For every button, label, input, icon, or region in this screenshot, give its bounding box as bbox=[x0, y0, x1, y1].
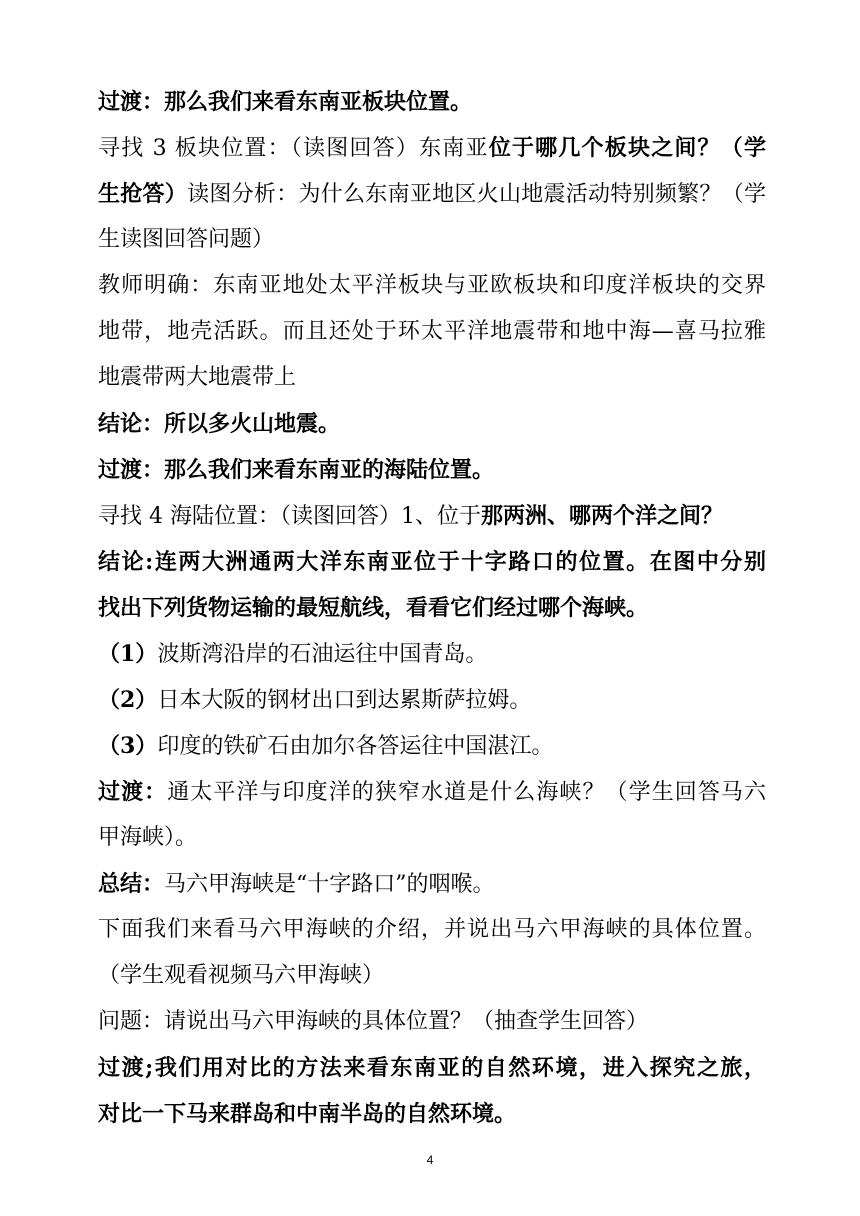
text-segment: 寻找 4 海陆位置：（读图回答）1、位于 bbox=[98, 504, 481, 529]
text-line bbox=[98, 956, 766, 1002]
text-line bbox=[98, 220, 766, 266]
text-segment: 地带，地壳活跃。而且还处于环太平洋地震带和地中海—喜马拉雅 bbox=[98, 319, 766, 344]
text-segment: 地震带两大地震带上 bbox=[98, 365, 297, 390]
text-line bbox=[98, 312, 766, 358]
text-line bbox=[98, 864, 766, 910]
text-segment: 过渡：那么我们来看东南亚的海陆位置。 bbox=[98, 457, 495, 483]
text-segment: 波斯湾沿岸的石油运往中国青岛。 bbox=[157, 642, 488, 667]
text-segment: 教师明确：东南亚地处太平洋板块与亚欧板块和印度洋板块的交界 bbox=[98, 273, 766, 298]
text-line bbox=[98, 726, 766, 772]
document-body bbox=[98, 82, 766, 1140]
text-segment: 印度的铁矿石由加尔各答运往中国湛江。 bbox=[157, 734, 554, 759]
text-segment: 问题：请说出马六甲海峡的具体位置？（抽查学生回答） bbox=[98, 1009, 649, 1034]
text-segment: 位于哪几个板块之间？（学 bbox=[488, 135, 766, 161]
text-segment: 日本大阪的钢材出口到达累斯萨拉姆。 bbox=[157, 688, 532, 713]
text-line bbox=[98, 910, 766, 956]
text-line bbox=[98, 82, 766, 128]
text-segment: （3） bbox=[98, 733, 158, 759]
text-segment: （学生观看视频马六甲海峡） bbox=[98, 963, 385, 988]
text-segment: 马六甲海峡是“十字路口”的咽喉。 bbox=[164, 872, 495, 897]
text-line bbox=[98, 496, 766, 542]
text-segment: 过渡： bbox=[98, 779, 168, 805]
text-segment: 总结： bbox=[98, 871, 165, 897]
text-line bbox=[98, 680, 766, 726]
text-line bbox=[98, 634, 766, 680]
text-line bbox=[98, 174, 766, 220]
text-segment: 结论:连两大洲通两大洋东南亚位于十字路口的位置。在图中分别 bbox=[98, 549, 766, 575]
text-segment: 寻找 3 板块位置：（读图回答）东南亚 bbox=[98, 136, 489, 161]
text-line bbox=[98, 266, 766, 312]
text-segment: 那两洲、哪两个洋之间？ bbox=[480, 503, 723, 529]
text-segment: 通太平洋与印度洋的狭窄水道是什么海峡？（学生回答马六 bbox=[167, 780, 766, 805]
text-segment: 找出下列货物运输的最短航线，看看它们经过哪个海峡。 bbox=[98, 595, 649, 621]
text-line bbox=[98, 542, 766, 588]
text-line bbox=[98, 404, 766, 450]
page-number: 4 bbox=[426, 1153, 434, 1167]
text-segment: 生读图回答问题） bbox=[98, 227, 275, 252]
text-segment: 读图分析：为什么东南亚地区火山地震活动特别频繁？（学 bbox=[187, 182, 766, 207]
text-segment: 甲海峡）。 bbox=[98, 825, 198, 850]
text-line bbox=[98, 772, 766, 818]
text-line bbox=[98, 818, 766, 864]
text-line bbox=[98, 1048, 766, 1094]
text-line bbox=[98, 1002, 766, 1048]
text-segment: 过渡;我们用对比的方法来看东南亚的自然环境，进入探究之旅， bbox=[98, 1055, 766, 1081]
text-line bbox=[98, 1094, 766, 1140]
text-line bbox=[98, 588, 766, 634]
text-line bbox=[98, 358, 766, 404]
text-line bbox=[98, 450, 766, 496]
text-line bbox=[98, 128, 766, 174]
text-segment: 对比一下马来群岛和中南半岛的自然环境。 bbox=[98, 1101, 517, 1127]
text-segment: 生抢答） bbox=[98, 181, 188, 207]
text-segment: 结论：所以多火山地震。 bbox=[98, 411, 341, 437]
text-segment: （2） bbox=[98, 687, 158, 713]
text-segment: 下面我们来看马六甲海峡的介绍，并说出马六甲海峡的具体位置。 bbox=[98, 917, 766, 942]
text-segment: 过渡：那么我们来看东南亚板块位置。 bbox=[98, 89, 473, 115]
text-segment: （1） bbox=[98, 641, 158, 667]
